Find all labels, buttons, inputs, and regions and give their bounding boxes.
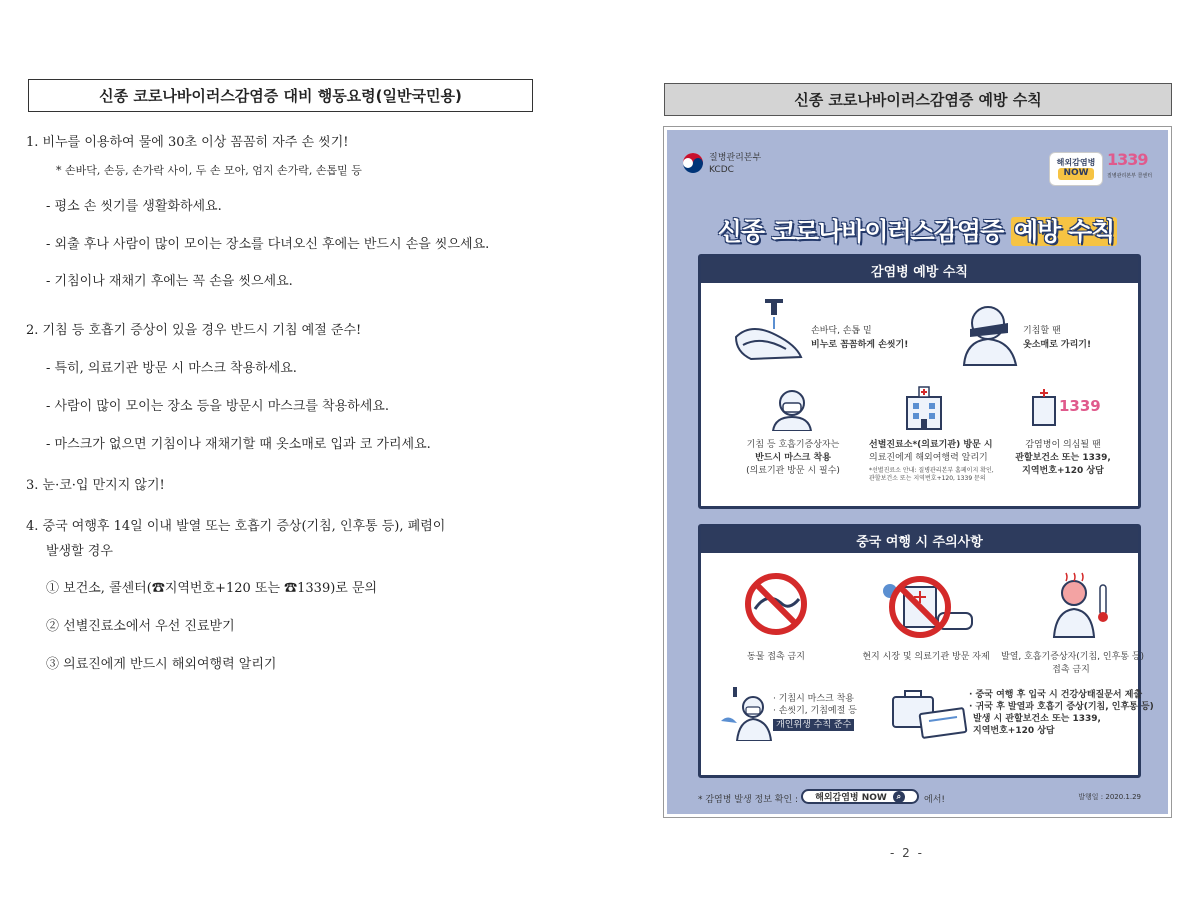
list-item: - 사람이 많이 모이는 장소 등을 방문시 마스크를 착용하세요. xyxy=(46,399,389,414)
call-line2: 관할보건소 또는 1339, xyxy=(1015,453,1111,463)
handwash-icon xyxy=(731,297,811,367)
list-item: 4. 중국 여행후 14일 이내 발열 또는 호흡기 증상(기침, 인후통 등), 폐렴이 xyxy=(26,519,446,534)
handwash-line1: 손바닥, 손톱 밑 xyxy=(811,326,872,336)
call-line3: 지역번호+120 상담 xyxy=(1022,466,1104,476)
cough-line2: 옷소매로 가리기! xyxy=(1023,340,1092,350)
masked-person-icon xyxy=(769,387,815,431)
hygiene-line1: · 기침시 마스크 착용 xyxy=(773,694,854,704)
footer-prefix: * 감염병 발생 정보 확인 : xyxy=(698,795,799,805)
hygiene-person-icon xyxy=(719,685,775,741)
poster-headline-highlight: 예방 수칙 xyxy=(1011,217,1117,246)
list-item: - 기침이나 재채기 후에는 꼭 손을 씻으세요. xyxy=(46,274,293,289)
kcdc-logo-icon xyxy=(682,152,704,174)
clinic-line2: 의료진에게 해외여행력 알리기 xyxy=(869,453,988,463)
poster-headline xyxy=(667,212,1168,248)
mask-line1: 기침 등 호흡기증상자는 xyxy=(746,440,840,450)
clinic-note1: *선별진료소 안내: 질병관리본부 홈페이지 확인, xyxy=(869,467,994,474)
fever-caption-line2: 접촉 금지 xyxy=(1052,665,1090,675)
fever-caption-line1: 발열, 호흡기증상자(기침, 인후통 등) xyxy=(1001,652,1145,662)
entry-line1: · 중국 여행 후 입국 시 건강상태질문서 제출 xyxy=(969,690,1143,700)
list-item: - 특히, 의료기관 방문 시 마스크 착용하세요. xyxy=(46,361,297,376)
no-animal-contact-icon xyxy=(741,569,811,639)
list-item: - 외출 후나 사람이 많이 모이는 장소를 다녀오신 후에는 반드시 손을 씻으세요. xyxy=(46,237,490,252)
agency-name-ko: 질병관리본부 xyxy=(709,153,762,163)
poster-footer xyxy=(698,785,1141,807)
mask-line2: 반드시 마스크 착용 xyxy=(755,453,831,463)
market-caption: 현지 시장 및 의료기관 방문 자제 xyxy=(862,652,990,662)
badge-top-text: 해외감염병 xyxy=(1056,158,1096,167)
health-questionnaire-icon xyxy=(889,689,969,739)
call-line1: 감염병이 의심될 땐 xyxy=(1025,440,1101,450)
no-market-hospital-icon xyxy=(876,569,976,643)
mask-line3: (의료기관 방문 시 필수) xyxy=(746,466,840,476)
left-section-title: 신종 코로나바이러스감염증 대비 행동요령(일반국민용) xyxy=(28,79,533,112)
footer-search-text: 해외감염병 NOW xyxy=(815,793,887,803)
list-item: ① 보건소, 콜센터(☎지역번호+120 또는 ☎1339)로 문의 xyxy=(46,581,378,596)
agency-name-en: KCDC xyxy=(709,165,734,175)
panel-heading: 중국 여행 시 주의사항 xyxy=(701,527,1138,553)
prevention-poster xyxy=(667,130,1168,814)
hygiene-line2: · 손씻기, 기침예절 등 xyxy=(773,706,857,716)
list-item: ② 선별진료소에서 우선 진료받기 xyxy=(46,619,235,634)
search-pill xyxy=(801,789,919,804)
fever-person-icon xyxy=(1046,569,1116,639)
hospital-icon xyxy=(901,385,947,431)
animal-caption: 동물 접촉 금지 xyxy=(747,652,805,662)
hygiene-line3: 개인위생 수칙 준수 xyxy=(773,719,854,731)
hotline-subtitle: 질병관리본부 콜센터 xyxy=(1107,173,1153,179)
clinic-note2: 관할보건소 또는 지역번호+120, 1339 문의 xyxy=(869,475,986,482)
list-item: - 평소 손 씻기를 생활화하세요. xyxy=(46,199,222,214)
search-icon: ⌕ xyxy=(893,791,905,803)
entry-line3: 발생 시 관할보건소 또는 1339, xyxy=(973,714,1101,724)
list-item: ③ 의료진에게 반드시 해외여행력 알리기 xyxy=(46,657,277,672)
right-section-title: 신종 코로나바이러스감염증 예방 수칙 xyxy=(664,83,1172,116)
overseas-infection-now-badge xyxy=(1049,152,1103,186)
list-item: * 손바닥, 손등, 손가락 사이, 두 손 모아, 엄지 손가락, 손톱밑 등 xyxy=(56,164,362,177)
page-number: - 2 - xyxy=(890,846,924,860)
badge-now-text: NOW xyxy=(1058,168,1094,180)
china-travel-panel xyxy=(698,524,1154,778)
clinic-line1: 선별진료소*(의료기관) 방문 시 xyxy=(869,440,993,450)
entry-line4: 지역번호+120 상담 xyxy=(973,726,1055,736)
hotline-logo: 1339 xyxy=(1107,150,1148,169)
list-item: - 마스크가 없으면 기침이나 재채기할 때 옷소매로 입과 코 가리세요. xyxy=(46,437,431,452)
poster-headline-main: 신종 코로나바이러스감염증 xyxy=(717,217,1004,246)
issue-date: 발행일 : 2020.1.29 xyxy=(1078,793,1141,801)
svg-text:1339: 1339 xyxy=(1059,397,1101,415)
cough-sleeve-icon xyxy=(956,295,1026,367)
footer-suffix: 에서! xyxy=(924,795,945,805)
list-item: 2. 기침 등 호흡기 증상이 있을 경우 반드시 기침 예절 준수! xyxy=(26,323,362,338)
call-center-1339-icon xyxy=(1031,387,1101,427)
list-item: 3. 눈·코·입 만지지 않기! xyxy=(26,478,165,493)
list-item: 1. 비누를 이용하여 물에 30초 이상 꼼꼼히 자주 손 씻기! xyxy=(26,135,349,150)
cough-line1: 기침할 땐 xyxy=(1023,326,1061,336)
prevention-rules-panel xyxy=(698,254,1141,509)
list-item: 발생할 경우 xyxy=(46,544,113,559)
entry-line2: · 귀국 후 발열과 호흡기 증상(기침, 인후통 등) xyxy=(969,702,1154,712)
panel-heading: 감염병 예방 수칙 xyxy=(701,257,1138,283)
handwash-line2: 비누로 꼼꼼하게 손씻기! xyxy=(811,340,909,350)
